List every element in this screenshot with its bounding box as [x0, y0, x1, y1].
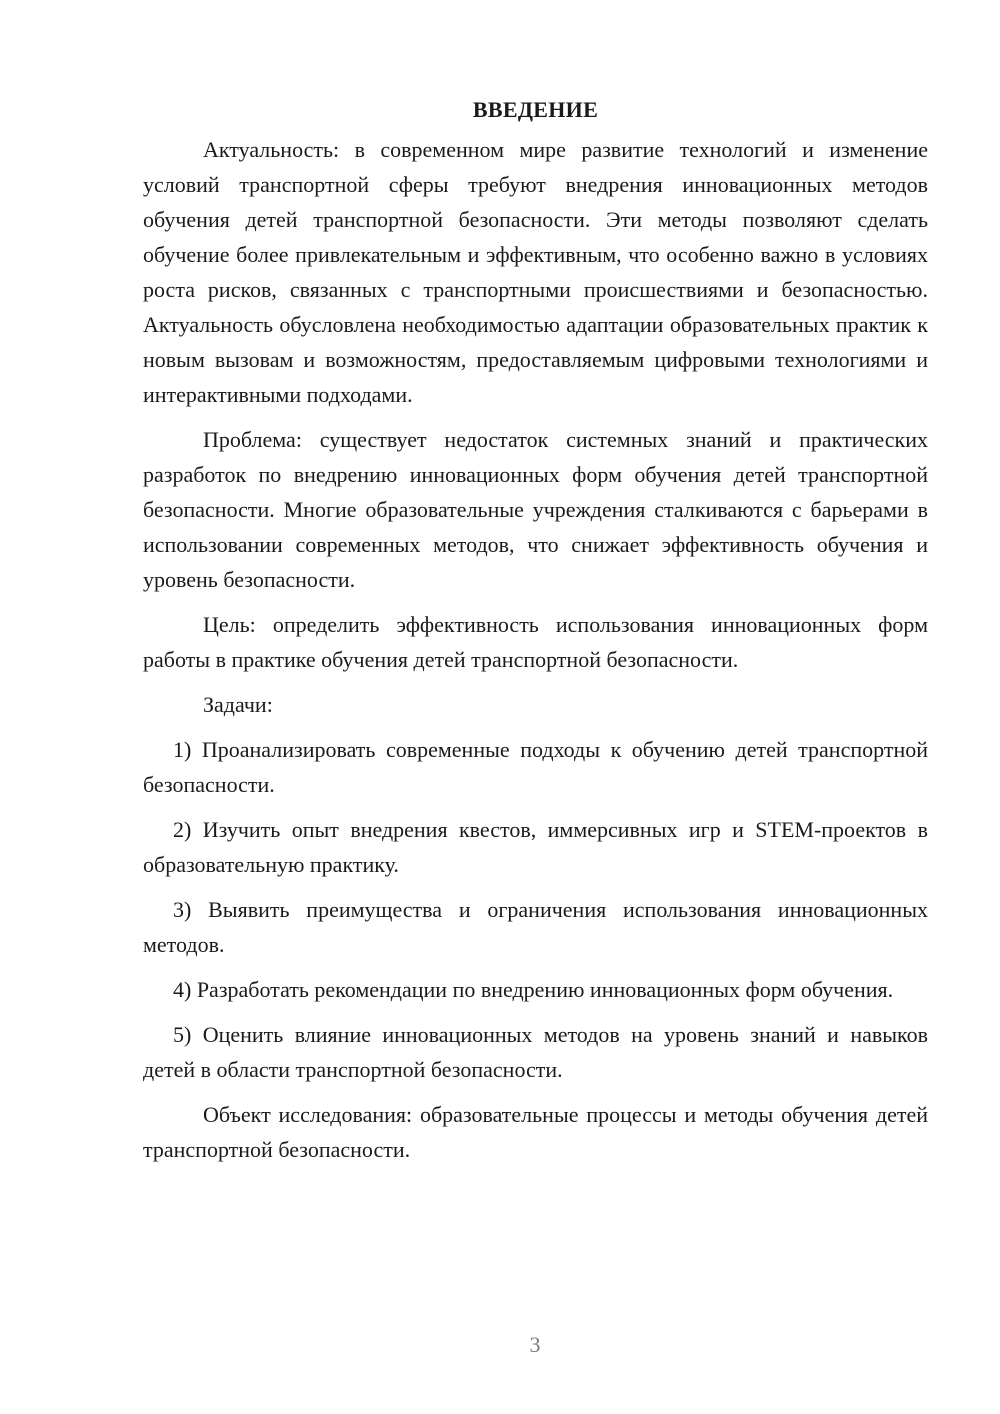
problem-paragraph: Проблема: существует недостаток системных знаний и практических разработок по внедрению инновационных форм обучения детей транспортной безопасности. Многие образовательные учреждения сталкиваются с барьерами в использовании современных методов, что снижает эффективность обучения и уровень безопасности.: [143, 427, 928, 592]
document-page: [143, 92, 928, 1167]
task-item: 4) Разработать рекомендации по внедрению инновационных форм обучения.: [173, 977, 894, 1002]
relevance-paragraph: Актуальность: в современном мире развитие технологий и изменение условий транспортной сферы требуют внедрения инновационных методов обучения детей транспортной безопасности. Эти методы позволяют сделать обучение более привлекательным и эффективным, что особенно важно в условиях роста рисков, связанных с транспортными происшествиями и безопасностью. Актуальность обусловлена необходимостью адаптации образовательных практик к новым вызовам и возможностям, предоставляемым цифровыми технологиями и интерактивными подходами.: [143, 137, 928, 407]
section-title: ВВЕДЕНИЕ: [472, 97, 599, 122]
goal-paragraph: Цель: определить эффективность использования инновационных форм работы в практике обучения детей транспортной безопасности.: [143, 612, 928, 672]
task-item: 5) Оценить влияние инновационных методов на уровень знаний и навыков детей в области транспортной безопасности.: [143, 1022, 928, 1082]
task-item: 1) Проанализировать современные подходы к обучению детей транспортной безопасности.: [143, 737, 928, 797]
task-item: 3) Выявить преимущества и ограничения использования инновационных методов.: [143, 897, 928, 957]
tasks-heading: Задачи:: [203, 692, 273, 717]
page-number: 3: [529, 1332, 541, 1357]
object-paragraph: Объект исследования: образовательные процессы и методы обучения детей транспортной безопасности.: [143, 1102, 928, 1162]
task-item: 2) Изучить опыт внедрения квестов, иммерсивных игр и STEM-проектов в образовательную практику.: [143, 817, 928, 877]
